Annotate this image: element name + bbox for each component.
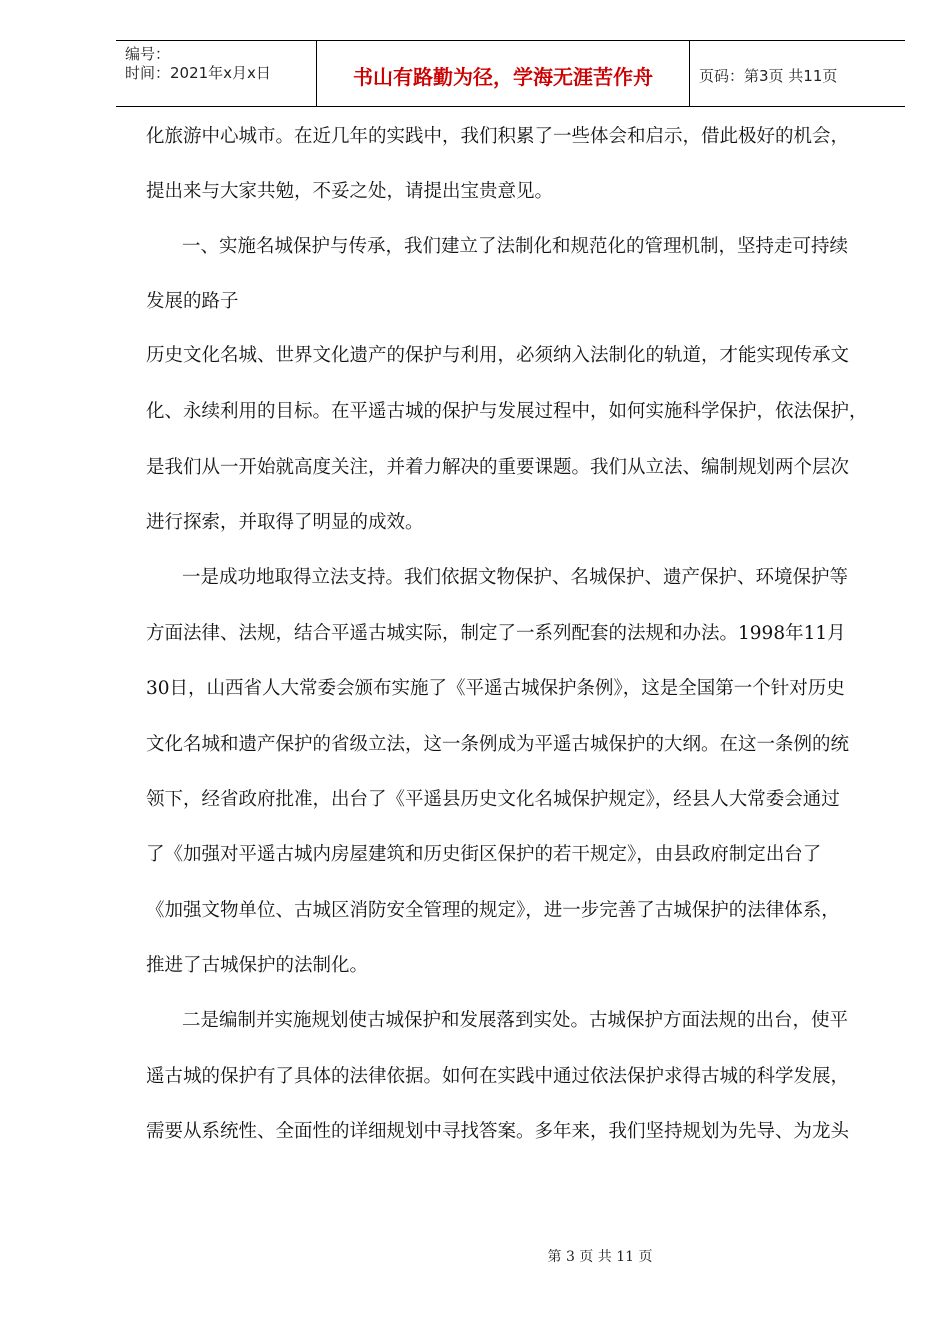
- page-header: [116, 40, 905, 107]
- page-code: 页码：第3页 共11页: [699, 67, 838, 85]
- page-footer: [0, 1246, 950, 1266]
- body-line: 是我们从一开始就高度关注，并着力解决的重要课题。我们从立法、编制规划两个层次: [146, 457, 850, 478]
- body-line: 进行探索，并取得了明显的成效。: [146, 512, 424, 533]
- footer-page-number: 第 3 页 共 11 页: [547, 1249, 653, 1265]
- body-line: 提出来与大家共勉，不妥之处，请提出宝贵意见。: [146, 181, 554, 202]
- body-line: 30日，山西省人大常委会颁布实施了《平遥古城保护条例》，这是全国第一个针对历史: [146, 678, 845, 699]
- header-page-cell: [690, 41, 905, 106]
- time-label: 时间：2021年x月x日: [125, 64, 271, 82]
- body-line: 需要从系统性、全面性的详细规划中寻找答案。多年来，我们坚持规划为先导、为龙头: [146, 1121, 850, 1142]
- body-line: 方面法律、法规，结合平遥古城实际，制定了一系列配套的法规和办法。1998年11月: [146, 623, 846, 644]
- header-meta-cell: [116, 41, 316, 106]
- body-line: 《加强文物单位、古城区消防安全管理的规定》，进一步完善了古城保护的法律体系，: [146, 900, 840, 921]
- section-heading-cont: 发展的路子: [146, 291, 239, 312]
- code-label: 编号：: [125, 45, 171, 63]
- header-motto-cell: [316, 41, 690, 106]
- section-heading: 一、实施名城保护与传承，我们建立了法制化和规范化的管理机制，坚持走可持续: [182, 236, 849, 257]
- motto-text: 书山有路勤为径，学海无涯苦作舟: [353, 65, 653, 89]
- body-line: 历史文化名城、世界文化遗产的保护与利用，必须纳入法制化的轨道，才能实现传承文: [146, 345, 850, 366]
- body-line: 领下，经省政府批准，出台了《平遥县历史文化名城保护规定》，经县人大常委会通过: [146, 789, 840, 810]
- body-line: 一是成功地取得立法支持。我们依据文物保护、名城保护、遗产保护、环境保护等: [182, 567, 849, 588]
- body-line: 化旅游中心城市。在近几年的实践中，我们积累了一些体会和启示，借此极好的机会，: [146, 126, 850, 147]
- body-line: 遥古城的保护有了具体的法律依据。如何在实践中通过依法保护求得古城的科学发展，: [146, 1066, 850, 1087]
- body-line: 推进了古城保护的法制化。: [146, 955, 369, 976]
- body-line: 二是编制并实施规划使古城保护和发展落到实处。古城保护方面法规的出台，使平: [182, 1010, 849, 1031]
- body-line: 文化名城和遗产保护的省级立法，这一条例成为平遥古城保护的大纲。在这一条例的统: [146, 734, 850, 755]
- body-line: 化、永续利用的目标。在平遥古城的保护与发展过程中，如何实施科学保护，依法保护，: [146, 401, 868, 422]
- body-line: 了《加强对平遥古城内房屋建筑和历史街区保护的若干规定》，由县政府制定出台了: [146, 844, 822, 865]
